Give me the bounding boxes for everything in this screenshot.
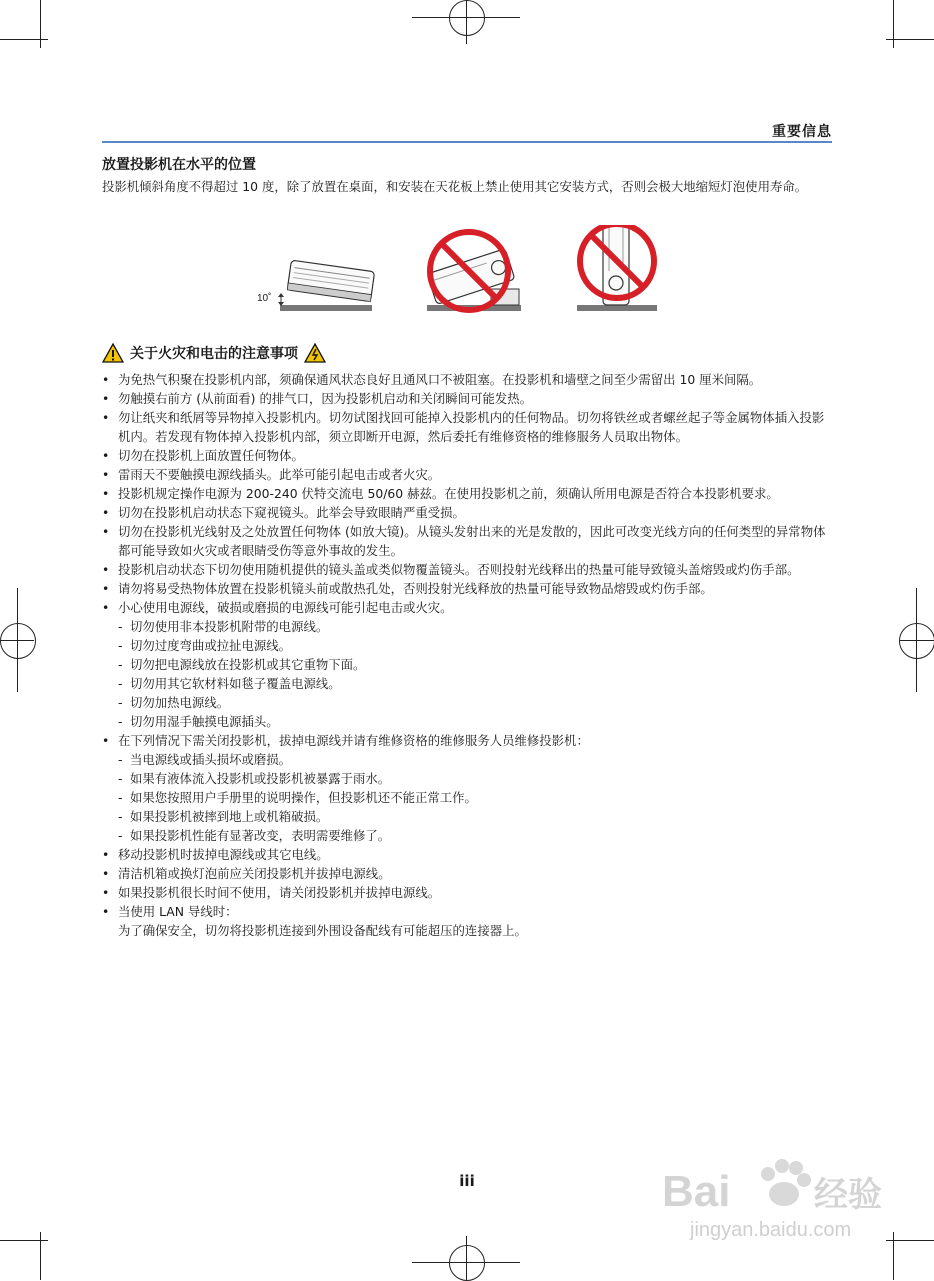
- warning-list: [102, 370, 834, 940]
- warning-heading: [102, 342, 326, 364]
- page-header-title: 重要信息: [772, 124, 832, 140]
- tilted-projector-figure: [257, 260, 375, 311]
- list-item: • 在下列情况下需关闭投影机，拔掉电源线并请有维修资格的维修服务人员维修投影机： - 当电源线或插头损坏或磨损。 - 如果有液体流入投影机或投影机被暴露于雨水。 - 如果您按照用户手册里的说明操作，但投影机还不能正常工作。 - 如果投影机被摔到地上或机箱破损。 - 如果投影机性能有显著改变，表明需要维修了。: [102, 731, 834, 845]
- list-item: • 雷雨天不要触摸电源线插头。此举可能引起电击或者火灾。: [102, 467, 441, 482]
- sub-list: [118, 750, 834, 845]
- sub-list-item: - 切勿用其它软材料如毯子覆盖电源线。: [118, 676, 341, 691]
- sub-list-item: - 如果投影机被摔到地上或机箱破损。: [118, 809, 329, 824]
- baidu-watermark-graphic: [660, 1140, 890, 1250]
- sub-list-item: - 如果投影机性能有显著改变，表明需要维修了。: [118, 828, 391, 843]
- electric-shock-icon: [304, 343, 326, 363]
- sub-list-item: - 切勿过度弯曲或拉扯电源线。: [118, 638, 292, 653]
- sub-list-item: - 如果有液体流入投影机或投影机被暴露于雨水。: [118, 771, 391, 786]
- list-item: • 移动投影机时拔掉电源线或其它电线。: [102, 847, 329, 862]
- placement-figures: [255, 225, 675, 321]
- angle-label: 10˚: [257, 293, 272, 304]
- list-item: • 勿触摸右前方 (从前面看) 的排气口，因为投影机启动和关闭瞬间可能发热。: [102, 391, 533, 406]
- watermark-url: jingyan.baidu.com: [690, 1219, 852, 1241]
- sub-list-item: - 切勿把电源线放在投影机或其它重物下面。: [118, 657, 366, 672]
- list-item: • 切勿在投影机光线射及之处放置任何物体 (如放大镜)。从镜头发射出来的光是发散的，因此可改变光线方向的任何类型的异常物体都可能导致如火灾或者眼睛受伤等意外事故的发生。: [102, 524, 826, 558]
- warning-title: 关于火灾和电击的注意事项: [130, 346, 298, 362]
- placement-illustration: [255, 225, 675, 317]
- list-item: • 小心使用电源线，破损或磨损的电源线可能引起电击或火灾。 - 切勿使用非本投影机附带的电源线。 - 切勿过度弯曲或拉扯电源线。 - 切勿把电源线放在投影机或其它重物下面。 - 切勿用其它软材料如毯子覆盖电源线。 - 切勿加热电源线。 - 切勿用湿手触摸电源插头。: [102, 598, 834, 731]
- warning-triangle-icon: [102, 343, 124, 363]
- list-item: • 为免热气积聚在投影机内部，须确保通风状态良好且通风口不被阻塞。在投影机和墙壁之间至少需留出 10 厘米间隔。: [102, 372, 762, 387]
- list-item: • 投影机规定操作电源为 200-240 伏特交流电 50/60 赫兹。在使用投影机之前，须确认所用电源是否符合本投影机要求。: [102, 486, 779, 501]
- list-item: • 切勿在投影机启动状态下窥视镜头。此举会导致眼睛严重受损。: [102, 505, 465, 520]
- list-item: • 如果投影机很长时间不使用，请关闭投影机并拔掉电源线。: [102, 885, 441, 900]
- prohibited-tilt-figure: [427, 232, 521, 311]
- list-item: • 切勿在投影机上面放置任何物体。: [102, 448, 304, 463]
- list-item: • 清洁机箱或换灯泡前应关闭投影机并拔掉电源线。: [102, 866, 391, 881]
- sub-list: [118, 617, 834, 731]
- list-item: • 当使用 LAN 导线时： 为了确保安全，切勿将投影机连接到外围设备配线有可能超压的连接器上。: [102, 902, 834, 940]
- paw-icon: [761, 1159, 811, 1206]
- sub-list-item: - 切勿加热电源线。: [118, 695, 230, 710]
- list-item-note: 为了确保安全，切勿将投影机连接到外围设备配线有可能超压的连接器上。: [118, 923, 527, 938]
- prohibited-vertical-figure: [577, 225, 657, 311]
- watermark-brand-cn: 经验: [814, 1175, 882, 1215]
- header-divider: [102, 141, 832, 143]
- baidu-watermark: [660, 1140, 890, 1254]
- sub-list-item: - 如果您按照用户手册里的说明操作，但投影机还不能正常工作。: [118, 790, 477, 805]
- list-item: • 请勿将易受热物体放置在投影机镜头前或散热孔处，否则投射光线释放的热量可能导致物品熔毁或灼伤手部。: [102, 581, 713, 596]
- list-item: • 勿让纸夹和纸屑等异物掉入投影机内。切勿试图找回可能掉入投影机内的任何物品。切勿将铁丝或者螺丝起子等金属物体插入投影机内。若发现有物体掉入投影机内部，须立即断开电源，然后委托有维修资格的维修服务人员取出物体。: [102, 410, 825, 444]
- sub-list-item: - 切勿使用非本投影机附带的电源线。: [118, 619, 329, 634]
- section-title: 放置投影机在水平的位置: [102, 157, 256, 173]
- list-item: • 投影机启动状态下切勿使用随机提供的镜头盖或类似物覆盖镜头。否则投射光线释出的热量可能导致镜头盖熔毁或灼伤手部。: [102, 562, 800, 577]
- sub-list-item: - 当电源线或插头损坏或磨损。: [118, 752, 292, 767]
- watermark-brand: Bai: [662, 1167, 731, 1216]
- page-number: iii: [459, 1172, 475, 1190]
- section-intro: 投影机倾斜角度不得超过 10 度，除了放置在桌面，和安装在天花板上禁止使用其它安装方式，否则会极大地缩短灯泡使用寿命。: [102, 179, 808, 194]
- sub-list-item: - 切勿用湿手触摸电源插头。: [118, 714, 279, 729]
